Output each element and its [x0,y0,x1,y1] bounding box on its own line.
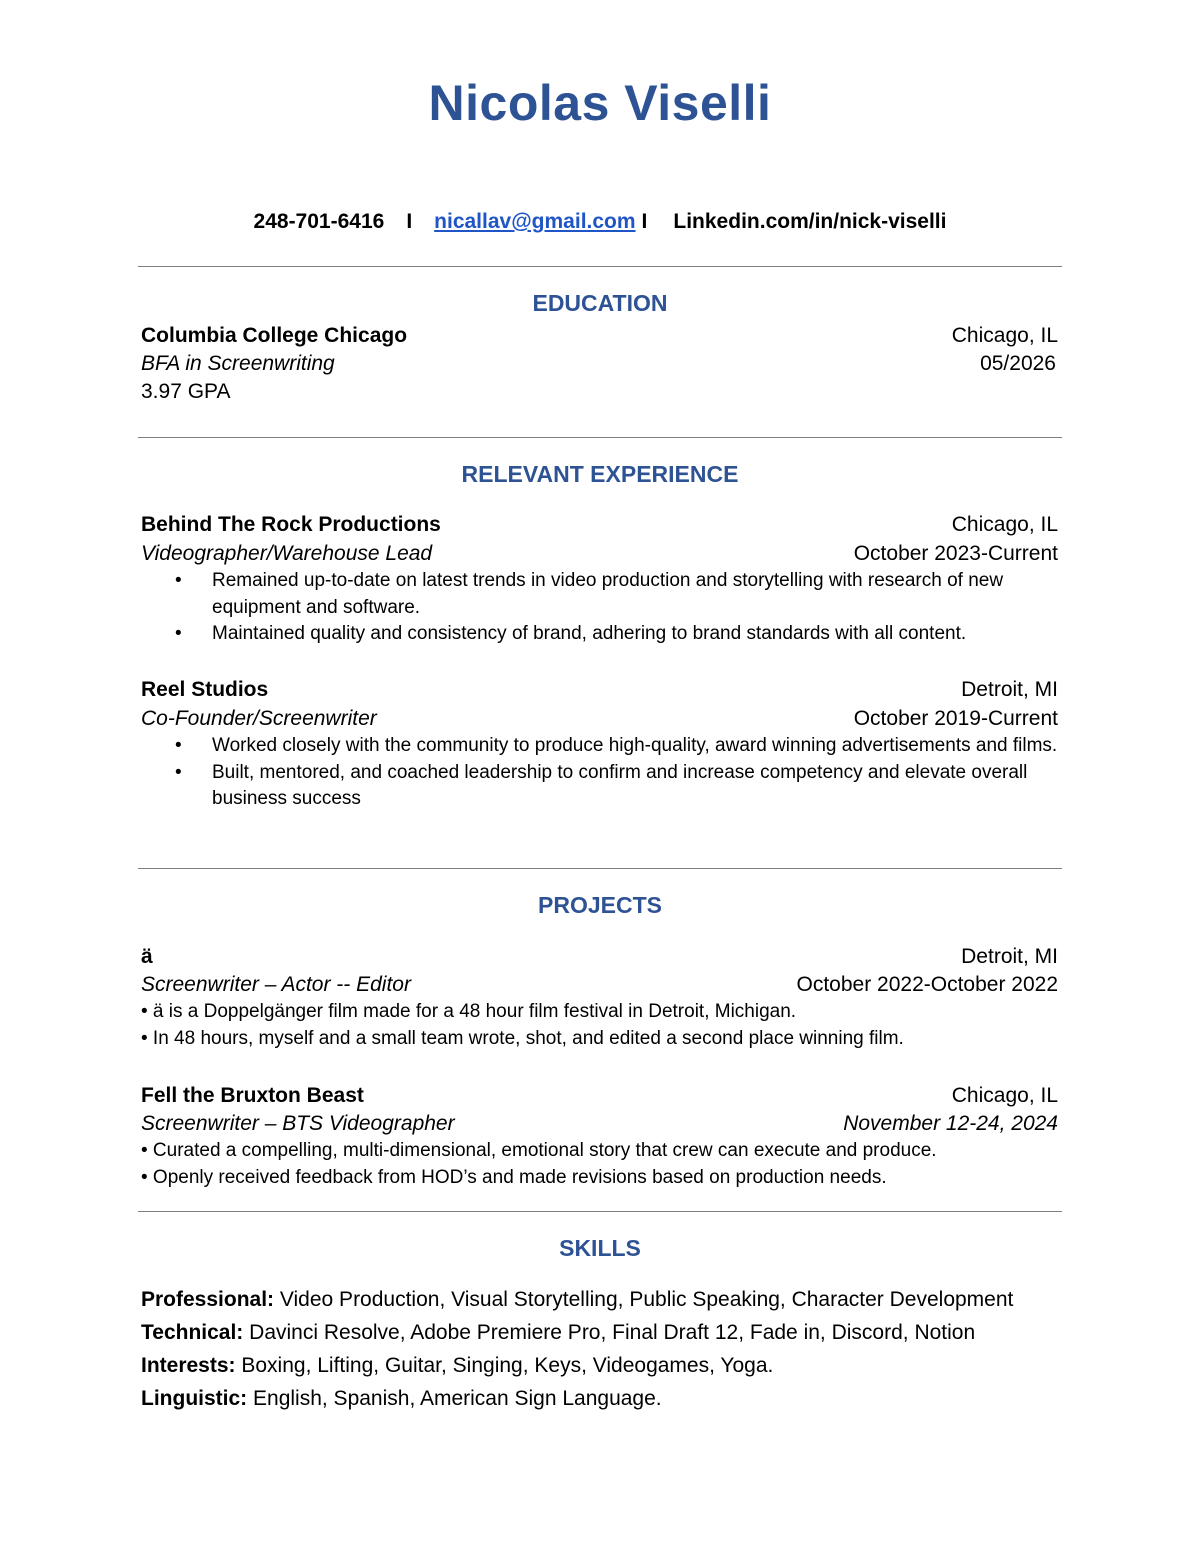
project-lines [141,999,1058,1052]
project-dates: November 12-24, 2024 [843,1112,1058,1135]
job-role: Videographer/Warehouse Lead [141,542,433,565]
list-item: • Curated a compelling, multi-dimensional, emotional story that crew can execute and produce. [141,1140,937,1161]
skill-line-technical [141,1316,1081,1349]
phone-number: 248-701-6416 [253,210,385,233]
education-degree-row [141,350,1058,378]
skill-line-interests [141,1349,1081,1382]
linkedin-link: Linkedin.com/in/nick-viselli [673,210,947,233]
project-location: Chicago, IL [951,1084,1058,1107]
list-item: • Maintained quality and consistency of brand, adhering to brand standards with all content. [141,621,1058,648]
skills-list [141,1283,1081,1415]
education-school-row [141,322,1058,350]
projects-heading: PROJECTS [538,892,662,918]
project-role-row [141,1110,1058,1138]
skill-line-linguistic [141,1382,1081,1415]
skill-label: Interests: [141,1354,236,1377]
job-header-row [141,511,1058,539]
degree: BFA in Screenwriting [141,352,335,375]
skill-label: Linguistic: [141,1387,248,1410]
job-role: Co-Founder/Screenwriter [141,707,377,730]
candidate-name: Nicolas Viselli [428,75,772,131]
section-divider [138,437,1062,438]
job-header-row [141,676,1058,704]
list-item: • ä is a Doppelgänger film made for a 48 hour film festival in Detroit, Michigan. [141,1001,797,1022]
job-bullets [141,733,1058,813]
skill-value: English, Spanish, American Sign Language. [253,1387,662,1410]
project-role-row [141,971,1058,999]
project-name: Fell the Bruxton Beast [141,1084,364,1107]
section-divider [138,266,1062,267]
email-link[interactable]: nicallav@gmail.com [434,210,636,233]
job-dates: October 2023-Current [853,542,1058,565]
project-location: Detroit, MI [961,945,1058,968]
experience-heading: RELEVANT EXPERIENCE [461,461,739,487]
job-dates: October 2019-Current [853,707,1058,730]
job-location: Detroit, MI [961,678,1058,701]
job-role-row [141,705,1058,733]
education-gpa-row [141,378,1058,406]
project-header-row [141,1082,1058,1110]
company-name: Reel Studios [141,678,269,701]
education-heading: EDUCATION [532,290,668,316]
list-item: • Built, mentored, and coached leadership to confirm and increase competency and elevate overall business success [141,760,1058,813]
list-item: • Openly received feedback from HOD’s and made revisions based on production needs. [141,1166,887,1188]
contact-separator: I [641,210,648,233]
skill-label: Professional: [141,1288,275,1311]
skill-label: Technical: [141,1321,244,1344]
contact-line [0,210,1200,234]
list-item: • In 48 hours, myself and a small team wrote, shot, and edited a second place winning film. [141,1027,904,1049]
list-item: • Remained up-to-date on latest trends in video production and storytelling with research of new equipment and software. [141,568,1058,621]
school-name: Columbia College Chicago [141,324,408,347]
section-divider [138,1211,1062,1212]
project-name: ä [141,945,153,968]
project-role: Screenwriter – Actor -- Editor [141,973,411,996]
gpa: 3.97 GPA [141,380,231,403]
job-bullets [141,568,1058,648]
skills-heading: SKILLS [559,1235,641,1261]
skill-line-professional [141,1283,1081,1316]
section-divider [138,868,1062,869]
list-item: • Worked closely with the community to produce high-quality, award winning advertisements and films. [141,733,1058,760]
skill-value: Davinci Resolve, Adobe Premiere Pro, Final Draft 12, Fade in, Discord, Notion [249,1321,976,1344]
graduation-date: 05/2026 [980,352,1056,375]
project-header-row [141,943,1058,971]
skill-value: Boxing, Lifting, Guitar, Singing, Keys, Videogames, Yoga. [241,1354,774,1377]
project-lines [141,1138,1058,1191]
job-role-row [141,540,1058,568]
contact-separator: I [406,210,413,233]
school-location: Chicago, IL [951,324,1058,347]
project-role: Screenwriter – BTS Videographer [141,1112,455,1135]
company-name: Behind The Rock Productions [141,513,441,536]
project-dates: October 2022-October 2022 [796,973,1058,996]
skill-value: Video Production, Visual Storytelling, Public Speaking, Character Development [279,1288,1014,1311]
job-location: Chicago, IL [951,513,1058,536]
